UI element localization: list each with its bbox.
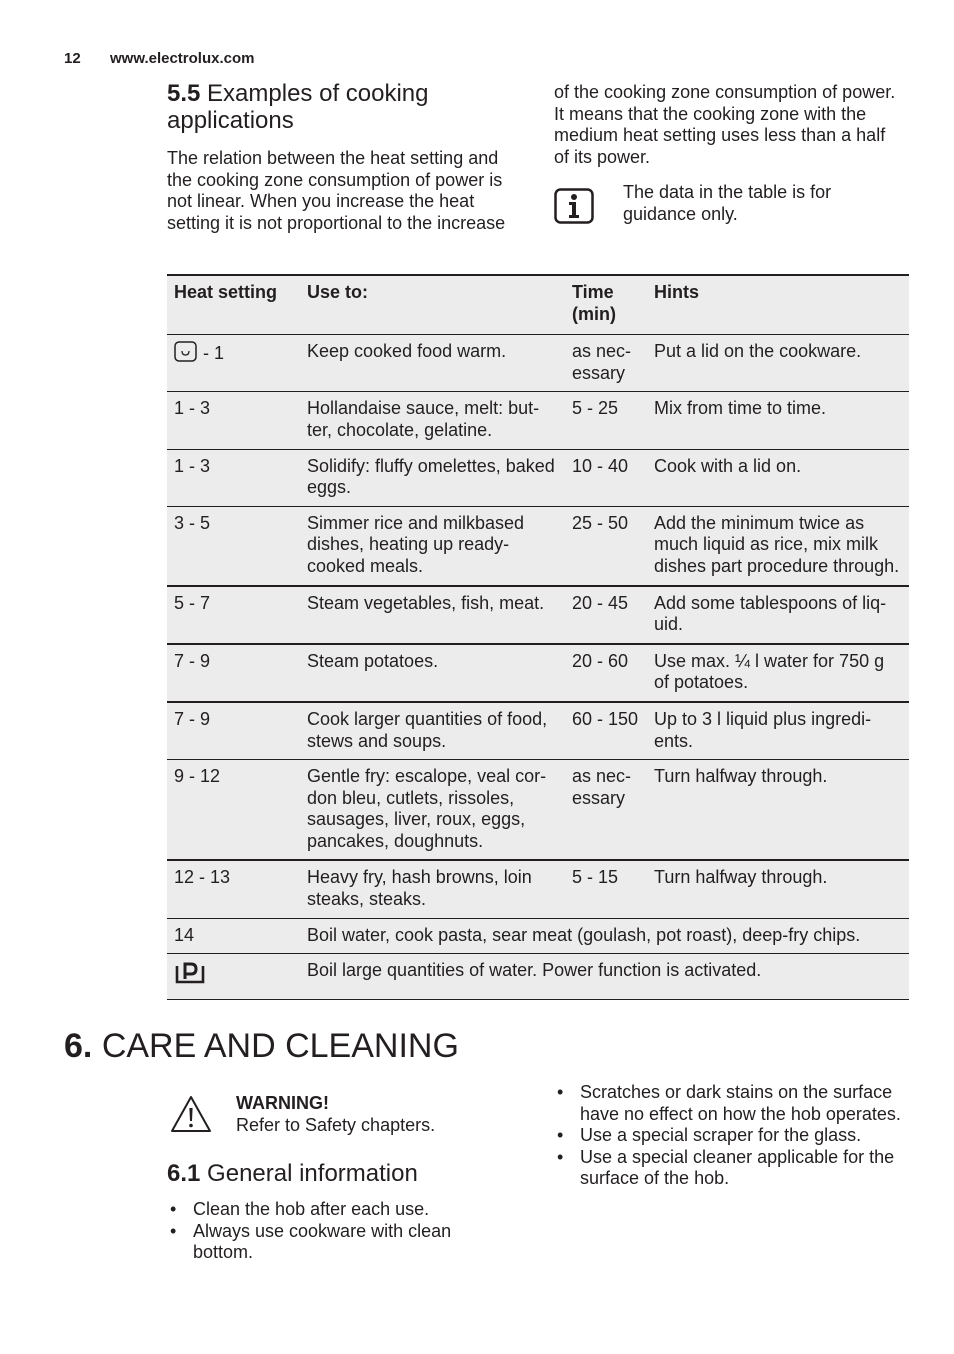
list-item: • Use a special cleaner applicable for the surface of the hob. bbox=[554, 1147, 914, 1190]
table-row bbox=[167, 335, 909, 392]
cell-time: 20 - 60 bbox=[565, 644, 647, 702]
table-row bbox=[167, 860, 909, 918]
header-use-to: Use to: bbox=[300, 275, 565, 335]
warning-icon bbox=[170, 1095, 212, 1133]
site-url: www.electrolux.com bbox=[110, 50, 255, 67]
cell-time: 25 - 50 bbox=[565, 506, 647, 585]
subsection-title-text: General information bbox=[207, 1160, 418, 1187]
cell-use: Simmer rice and milkbased dishes, heating up ready-cooked meals. bbox=[300, 506, 565, 585]
cell-heat: 12 - 13 bbox=[167, 860, 300, 918]
power-boost-icon bbox=[174, 960, 206, 986]
subsection-number: 6.1 bbox=[167, 1160, 201, 1187]
cell-use: Gentle fry: escalope, veal cor-don bleu, cutlets, rissoles, sausages, liver, roux, eggs, pancakes, doughnuts. bbox=[300, 760, 565, 861]
cell-heat bbox=[167, 954, 300, 1000]
section-5-5-right-column bbox=[554, 82, 899, 226]
cell-hints: Up to 3 l liquid plus ingredi-ents. bbox=[647, 702, 909, 760]
cell-heat: 3 - 5 bbox=[167, 506, 300, 585]
cell-use: Heavy fry, hash browns, loin steaks, steaks. bbox=[300, 860, 565, 918]
cell-hints: Use max. ¼ l water for 750 g of potatoes. bbox=[647, 644, 909, 702]
header-hints: Hints bbox=[647, 275, 909, 335]
care-list-left bbox=[167, 1199, 497, 1264]
section-5-5-title bbox=[167, 80, 527, 134]
cell-hints: Turn halfway through. bbox=[647, 760, 909, 861]
table-row bbox=[167, 506, 909, 585]
info-text: The data in the table is for guidance only. bbox=[623, 182, 832, 224]
cell-use: Keep cooked food warm. bbox=[300, 335, 565, 392]
cell-hints: Add the minimum twice as much liquid as rice, mix milk dishes part procedure through. bbox=[647, 506, 909, 585]
care-list-right bbox=[554, 1082, 914, 1190]
cell-use-merged: Boil large quantities of water. Power function is activated. bbox=[300, 954, 909, 1000]
warning-text: Refer to Safety chapters. bbox=[236, 1114, 436, 1135]
cell-use: Cook larger quantities of food, stews and soups. bbox=[300, 702, 565, 760]
section-title-text: Examples of cooking applications bbox=[167, 80, 429, 134]
cell-heat: 1 - 3 bbox=[167, 392, 300, 449]
cell-time: 5 - 25 bbox=[565, 392, 647, 449]
info-note bbox=[554, 182, 899, 225]
intro-paragraph-left: The relation between the heat setting and the cooking zone consumption of power is not linear. When you increase the heat setting it is not proportional to the increase bbox=[167, 148, 506, 233]
cell-hints: Turn halfway through. bbox=[647, 860, 909, 918]
intro-paragraph-right: of the cooking zone consumption of power. It means that the cooking zone with the medium heat setting uses less than a half of its power. bbox=[554, 82, 896, 167]
cell-heat: 9 - 12 bbox=[167, 760, 300, 861]
list-item: • Always use cookware with clean bottom. bbox=[167, 1221, 497, 1264]
section-number: 5.5 bbox=[167, 80, 201, 107]
cell-heat: 7 - 9 bbox=[167, 702, 300, 760]
table-row bbox=[167, 760, 909, 861]
table-row bbox=[167, 392, 909, 449]
cell-heat: 14 bbox=[167, 918, 300, 954]
cell-heat: 5 - 7 bbox=[167, 586, 300, 644]
cell-heat: 1 - 3 bbox=[167, 449, 300, 506]
info-icon bbox=[554, 188, 594, 224]
cell-time: 20 - 45 bbox=[565, 586, 647, 644]
cell-time: 10 - 40 bbox=[565, 449, 647, 506]
section-5-5-left-column bbox=[167, 80, 527, 234]
cell-time: as nec-essary bbox=[565, 335, 647, 392]
keep-warm-icon bbox=[174, 341, 198, 363]
cell-hints: Put a lid on the cookware. bbox=[647, 335, 909, 392]
page-header bbox=[64, 50, 255, 67]
cooking-applications-table bbox=[167, 274, 909, 1000]
warning-note bbox=[170, 1093, 435, 1136]
cell-hints: Cook with a lid on. bbox=[647, 449, 909, 506]
cell-use: Steam potatoes. bbox=[300, 644, 565, 702]
cell-time: as nec-essary bbox=[565, 760, 647, 861]
chapter-number: 6. bbox=[64, 1027, 93, 1065]
cell-use-merged: Boil water, cook pasta, sear meat (goulash, pot roast), deep-fry chips. bbox=[300, 918, 909, 954]
table-row bbox=[167, 449, 909, 506]
cell-hints: Mix from time to time. bbox=[647, 392, 909, 449]
table-row bbox=[167, 918, 909, 954]
list-item: • Clean the hob after each use. bbox=[167, 1199, 497, 1221]
header-time: Time (min) bbox=[565, 275, 647, 335]
cell-time: 60 - 150 bbox=[565, 702, 647, 760]
table-header-row bbox=[167, 275, 909, 335]
section-6-title bbox=[64, 1026, 459, 1066]
cell-heat: 7 - 9 bbox=[167, 644, 300, 702]
heat-value: - 1 bbox=[198, 343, 225, 364]
table-row bbox=[167, 954, 909, 1000]
chapter-title-text: CARE AND CLEANING bbox=[101, 1027, 459, 1065]
cell-use: Hollandaise sauce, melt: but-ter, chocolate, gelatine. bbox=[300, 392, 565, 449]
section-6-1-title bbox=[167, 1160, 418, 1187]
warning-title: WARNING! bbox=[236, 1093, 329, 1113]
table-row bbox=[167, 702, 909, 760]
table-row bbox=[167, 586, 909, 644]
list-item: • Use a special scraper for the glass. bbox=[554, 1125, 914, 1147]
header-heat-setting: Heat setting bbox=[167, 275, 300, 335]
cell-heat bbox=[167, 335, 300, 392]
cell-hints: Add some tablespoons of liq-uid. bbox=[647, 586, 909, 644]
page-number: 12 bbox=[64, 50, 81, 67]
cell-use: Steam vegetables, fish, meat. bbox=[300, 586, 565, 644]
list-item: • Scratches or dark stains on the surface have no effect on how the hob operates. bbox=[554, 1082, 914, 1125]
cell-use: Solidify: fluffy omelettes, baked eggs. bbox=[300, 449, 565, 506]
table-row bbox=[167, 644, 909, 702]
cell-time: 5 - 15 bbox=[565, 860, 647, 918]
